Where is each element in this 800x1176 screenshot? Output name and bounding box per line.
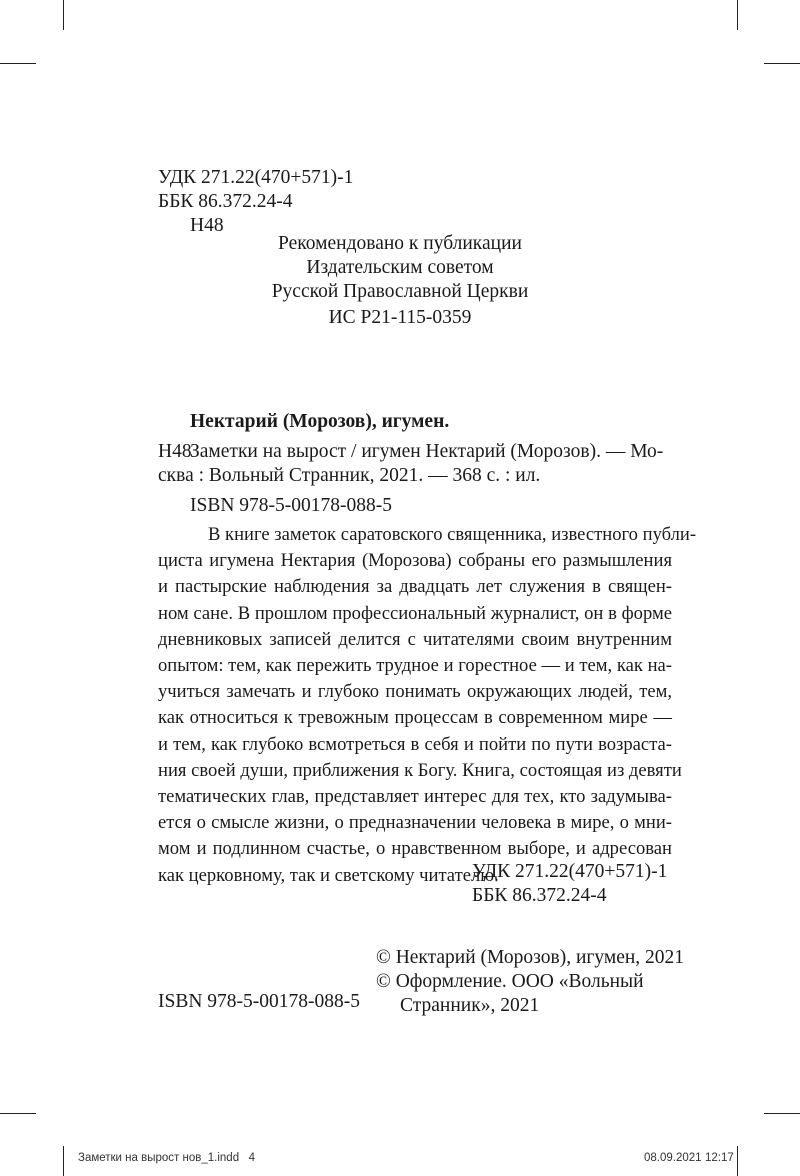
header-author-mark: Н48 xyxy=(190,215,224,236)
annotation-line: и тем, как глубоко всмотреться в себя и пойти по пути возраста- xyxy=(158,733,672,755)
bottom-isbn: ISBN 978-5-00178-088-5 xyxy=(158,991,361,1012)
recommendation-line-2: Издательским советом xyxy=(306,257,494,278)
copyright-line-2: © Оформление. ООО «Вольный xyxy=(376,971,644,992)
record-mark: Н48 xyxy=(158,441,192,462)
header-udk: УДК 271.22(470+571)-1 xyxy=(158,167,354,188)
annotation-line: и пастырские наблюдения за двадцать лет служения в священ- xyxy=(158,576,672,598)
annotation-line: опытом: тем, как пережить трудное и горестное — и тем, как на- xyxy=(158,655,672,677)
annotation-line: учиться замечать и глубоко понимать окружающих людей, тем, xyxy=(158,681,672,703)
crop-mark-top-left xyxy=(63,0,64,30)
footer-filename: Заметки на вырост нов_1.indd 4 xyxy=(78,1152,256,1164)
crop-mark-right-bottom xyxy=(764,1113,800,1114)
crop-mark-top-right xyxy=(737,0,738,30)
annotation-line: ется о смысле жизни, о предназначении человека в мире, о мни- xyxy=(158,812,672,834)
annotation-line: тематических глав, представляет интерес для тех, кто задумыва- xyxy=(158,786,672,808)
annotation-line: ния своей души, приближения к Богу. Книга, состоящая из девяти xyxy=(158,759,682,781)
copyright-line-1: © Нектарий (Морозов), игумен, 2021 xyxy=(376,947,685,968)
crop-mark-right-top xyxy=(764,63,800,64)
crop-mark-left-top xyxy=(0,63,36,64)
classification-bbk: ББК 86.372.24-4 xyxy=(472,885,607,906)
annotation-line: ном сане. В прошлом профессиональный журналист, он в форме xyxy=(158,602,672,624)
annotation-paragraph xyxy=(158,522,697,889)
annotation-line: как относиться к тревожным процессам в современном мире — xyxy=(158,707,672,729)
annotation-line: мом и подлинном счастье, о нравственном выборе, и адресован xyxy=(158,838,672,860)
annotation-line: В книге заметок саратовского священника, известного публи- xyxy=(208,524,697,545)
record-author: Нектарий (Морозов), игумен. xyxy=(190,411,450,432)
copyright-line-3: Странник», 2021 xyxy=(400,995,540,1016)
recommendation-code: ИС Р21-115-0359 xyxy=(328,307,472,328)
record-title-line-1: Заметки на вырост / игумен Нектарий (Морозов). — Мо- xyxy=(190,441,664,462)
crop-mark-left-bottom xyxy=(0,1113,36,1114)
record-title-line-2: сква : Вольный Странник, 2021. — 368 с. : ил. xyxy=(158,465,541,486)
header-bbk: ББК 86.372.24-4 xyxy=(158,191,293,212)
annotation-line: циста игумена Нектария (Морозова) собраны его размышления xyxy=(158,550,672,572)
classification-udk: УДК 271.22(470+571)-1 xyxy=(472,861,668,882)
recommendation-line-3: Русской Православной Церкви xyxy=(271,281,529,302)
record-isbn: ISBN 978-5-00178-088-5 xyxy=(190,495,393,516)
crop-mark-bottom-right xyxy=(737,1146,738,1176)
recommendation-line-1: Рекомендовано к публикации xyxy=(278,233,522,254)
footer-date: 08.09.2021 xyxy=(644,1152,702,1164)
annotation-line: как церковному, так и светскому читателю. xyxy=(158,864,499,886)
annotation-line: дневниковых записей делится с читателями своим внутренним xyxy=(158,628,672,650)
crop-mark-bottom-left xyxy=(63,1146,64,1176)
footer-time: 12:17 xyxy=(705,1152,734,1164)
